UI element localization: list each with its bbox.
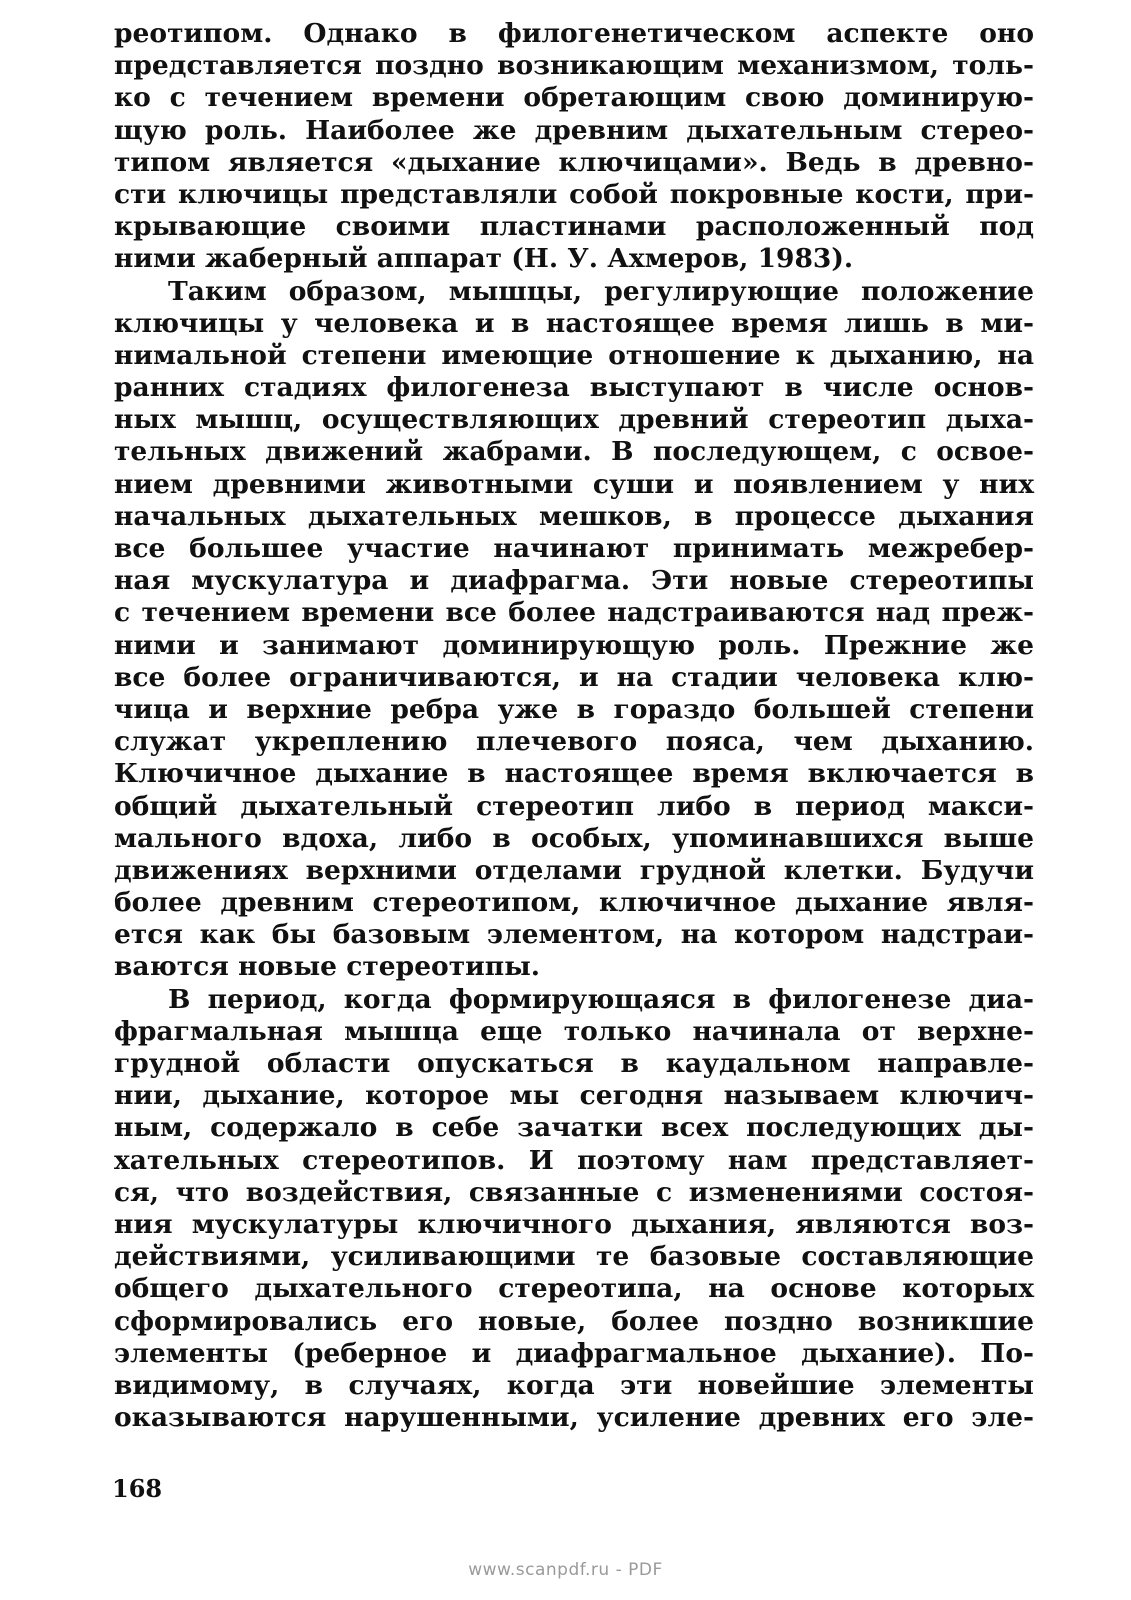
text-line: ная мускулатура и диафрагма. Эти новые стереотипы [114,565,1034,597]
text-line: Ключичное дыхание в настоящее время включается в [114,758,1034,790]
text-line: ключицы у человека и в настоящее время лишь в ми- [114,307,1034,339]
paragraph [114,984,1034,1435]
body-text [114,18,1034,1434]
text-line: элементы (реберное и диафрагмальное дыхание). По- [114,1337,1034,1369]
text-line: тельных движений жабрами. В последующем, с освое- [114,436,1034,468]
text-line: ния мускулатуры ключичного дыхания, являются воз- [114,1208,1034,1240]
text-line: мального вдоха, либо в особых, упоминавшихся выше [114,822,1034,854]
text-line: действиями, усиливающими те базовые составляющие [114,1241,1034,1273]
text-line: более древним стереотипом, ключичное дыхание явля- [114,887,1034,919]
text-line: типом является «дыхание ключицами». Ведь в древно- [114,146,1034,178]
text-line: общий дыхательный стереотип либо в период макси- [114,790,1034,822]
text-line: чица и верхние ребра уже в гораздо большей степени [114,693,1034,725]
page-number: 168 [112,1474,163,1503]
text-line: фрагмальная мышца еще только начинала от верхне- [114,1015,1034,1047]
text-line: грудной области опускаться в каудальном направле- [114,1048,1034,1079]
text-line: хательных стереотипов. И поэтому нам представляет- [114,1144,1034,1176]
paragraph [114,18,1034,276]
text-line: ваются новые стереотипы. [114,951,540,983]
text-line: нием древними животными суши и появлением у них [114,468,1034,500]
text-line: общего дыхательного стереотипа, на основе которых [114,1273,1034,1305]
text-line: с течением времени все более надстраиваются над преж- [114,597,1034,629]
paragraph [114,276,1034,984]
text-line: видимому, в случаях, когда эти новейшие элементы [114,1369,1034,1401]
text-line: реотипом. Однако в филогенетическом аспекте оно [114,18,1034,49]
text-line: движениях верхними отделами грудной клетки. Будучи [114,854,1034,886]
text-line: представляется поздно возникающим механизмом, толь- [114,50,1034,82]
text-line: начальных дыхательных мешков, в процессе дыхания [114,500,1034,532]
text-line: ется как бы базовым элементом, на котором надстраи- [114,919,1034,951]
text-line: ними и занимают доминирующую роль. Прежние же [114,629,1034,661]
text-line: В период, когда формирующаяся в филогенезе диа- [168,983,1034,1015]
text-line: сти ключицы представляли собой покровные кости, при- [114,178,1034,210]
text-line: ко с течением времени обретающим свою доминирую- [114,82,1034,114]
text-line: ных мышц, осуществляющих древний стереотип дыха- [114,404,1034,436]
text-line: ся, что воздействия, связанные с изменениями состоя- [114,1176,1034,1208]
text-line: оказываются нарушенными, усиление древних его эле- [114,1402,1034,1434]
text-line: все более ограничиваются, и на стадии человека клю- [114,661,1034,693]
text-line: ранних стадиях филогенеза выступают в числе основ- [114,372,1034,404]
text-line: служат укреплению плечевого пояса, чем дыханию. [114,726,1034,758]
text-line: нии, дыхание, которое мы сегодня называем ключич- [114,1080,1034,1112]
text-line: сформировались его новые, более поздно возникшие [114,1305,1034,1337]
watermark: www.scanpdf.ru - PDF [468,1560,663,1580]
text-line: нимальной степени имеющие отношение к дыханию, на [114,339,1034,371]
text-line: крывающие своими пластинами расположенный под [114,211,1034,243]
text-line: все большее участие начинают принимать межребер- [114,533,1034,564]
text-line: ным, содержало в себе зачатки всех последующих ды- [114,1112,1034,1144]
text-line: ними жаберный аппарат (Н. У. Ахмеров, 1983). [114,243,854,275]
text-line: Таким образом, мышцы, регулирующие положение [168,275,1034,307]
text-line: щую роль. Наиболее же древним дыхательным стерео- [114,114,1034,146]
